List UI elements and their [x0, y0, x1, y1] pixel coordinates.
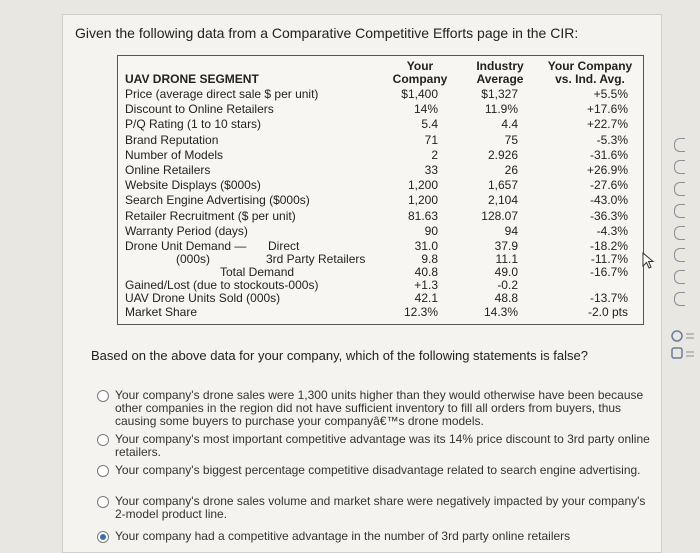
- table-cell: 31.0: [414, 239, 438, 253]
- row-label: Website Displays ($000s): [125, 178, 261, 192]
- answer-option-text: Your company's drone sales volume and market share were negatively impacted by your company's 2-model product line.: [115, 494, 646, 521]
- table-cell: -5.3%: [596, 133, 628, 147]
- demand-label: Drone Unit Demand —: [125, 239, 247, 253]
- table-cell: +1.3: [414, 278, 438, 292]
- row-label: Price (average direct sale $ per unit): [125, 87, 319, 101]
- table-cell: $1,327: [481, 87, 518, 101]
- col-header-your-company-2: Company: [392, 72, 448, 86]
- table-cell: 14%: [413, 102, 438, 116]
- radio-button[interactable]: [97, 434, 109, 446]
- row-label: Retailer Recruitment ($ per unit): [125, 209, 296, 223]
- table-cell: 75: [504, 133, 518, 147]
- col-header-vs-2: vs. Ind. Avg.: [555, 72, 625, 86]
- table-cell: 9.8: [421, 252, 438, 266]
- bracket-icon: [674, 270, 685, 284]
- table-cell: 1,657: [487, 178, 518, 192]
- table-cell: 12.3%: [403, 305, 438, 319]
- gained-lost-label: Gained/Lost (due to stockouts-000s): [125, 278, 319, 292]
- answer-option-text: Your company's biggest percentage competitive disadvantage related to search engine advertising.: [115, 463, 641, 477]
- competitive-efforts-table: [117, 55, 644, 325]
- table-cell: +5.5%: [593, 87, 628, 101]
- table-cell: 128.07: [481, 209, 518, 223]
- bracket-icon: [674, 204, 685, 218]
- bracket-icon: [674, 226, 685, 240]
- total-demand-label: Total Demand: [220, 265, 295, 279]
- table-cell: -36.3%: [589, 209, 628, 223]
- table-cell: 81.63: [407, 209, 438, 223]
- table-cell: 5.4: [421, 117, 438, 131]
- bracket-icon: [674, 292, 685, 306]
- bracket-icon: [674, 138, 685, 152]
- table-cell: 90: [424, 224, 438, 238]
- table-cell: 37.9: [494, 239, 518, 253]
- table-cell: 48.8: [494, 291, 518, 305]
- table-cell: -16.7%: [589, 265, 628, 279]
- question-page: [62, 14, 662, 553]
- table-cell: -31.6%: [589, 148, 628, 162]
- table-cell: +17.6%: [586, 102, 628, 116]
- table-cell: 94: [504, 224, 518, 238]
- table-cell: 49.0: [494, 265, 518, 279]
- demand-units-label: (000s): [176, 252, 211, 266]
- side-toolbar: [662, 120, 700, 360]
- table-cell: 33: [424, 163, 438, 177]
- table-cell: -13.7%: [589, 291, 628, 305]
- row-label: P/Q Rating (1 to 10 stars): [125, 117, 262, 131]
- table-cell: 1,200: [407, 178, 438, 192]
- table-cell: +22.7%: [586, 117, 628, 131]
- table-cell: 4.4: [501, 117, 518, 131]
- table-cell: -18.2%: [589, 239, 628, 253]
- direct-label: Direct: [268, 239, 300, 253]
- col-header-industry-2: Average: [476, 72, 524, 86]
- intro-text: Given the following data from a Comparative Competitive Efforts page in the CIR:: [75, 25, 579, 41]
- check-circle-icon: [672, 331, 682, 341]
- answer-option-text: Your company's most important competitive advantage was its 14% price discount to 3rd party online retailers.: [115, 432, 650, 459]
- col-header-vs-1: Your Company: [547, 59, 633, 73]
- third-party-label: 3rd Party Retailers: [266, 252, 366, 266]
- table-cell: -2.0 pts: [587, 305, 628, 319]
- row-label: Brand Reputation: [125, 133, 219, 147]
- table-cell: 1,200: [407, 193, 438, 207]
- radio-button[interactable]: [97, 465, 109, 477]
- table-cell: 2.926: [487, 148, 518, 162]
- radio-button[interactable]: [97, 496, 109, 508]
- market-share-label: Market Share: [125, 305, 198, 319]
- table-cell: 2,104: [487, 193, 518, 207]
- table-cell: 14.3%: [483, 305, 518, 319]
- row-label: Number of Models: [125, 148, 224, 162]
- bracket-icon: [674, 160, 685, 174]
- square-icon: [672, 348, 682, 358]
- side-icons-bottom: [670, 328, 698, 364]
- table-cell: 40.8: [414, 265, 438, 279]
- table-cell: $1,400: [401, 87, 438, 101]
- row-label: Online Retailers: [125, 163, 211, 177]
- row-label: Warranty Period (days): [125, 224, 248, 238]
- table-cell: 42.1: [414, 291, 438, 305]
- radio-button[interactable]: [97, 531, 109, 543]
- table-cell: -4.3%: [596, 224, 628, 238]
- units-sold-label: UAV Drone Units Sold (000s): [125, 291, 281, 305]
- bracket-icon: [674, 182, 685, 196]
- table-cell: -43.0%: [589, 193, 628, 207]
- col-header-your-company-1: Your: [406, 59, 434, 73]
- table-cell: -11.7%: [590, 252, 628, 266]
- segment-label: UAV DRONE SEGMENT: [125, 72, 259, 86]
- row-label: Search Engine Advertising ($000s): [125, 193, 310, 207]
- table-cell: +26.9%: [586, 163, 628, 177]
- table-cell: 11.9%: [484, 102, 518, 116]
- table-cell: 2: [431, 148, 438, 162]
- radio-button[interactable]: [97, 390, 109, 402]
- table-cell: -0.2: [497, 278, 518, 292]
- bracket-icon: [674, 248, 685, 262]
- col-header-industry-1: Industry: [476, 59, 524, 73]
- row-label: Discount to Online Retailers: [125, 102, 274, 116]
- question-text: Based on the above data for your company, which of the following statements is false?: [91, 348, 588, 363]
- table-cell: 26: [504, 163, 518, 177]
- answer-option-text: Your company had a competitive advantage in the number of 3rd party online retailers: [115, 529, 571, 543]
- answer-option-text: Your company's drone sales were 1,300 units higher than they would otherwise have been because other companies in the region did not have sufficient inventory to fill all orders from buyers, thus causing some buyers to purchase your companyâ€™s drone models.: [115, 388, 644, 428]
- mouse-pointer-icon: [642, 252, 656, 270]
- table-cell: -27.6%: [589, 178, 628, 192]
- table-cell: 71: [424, 133, 438, 147]
- table-cell: 11.1: [495, 252, 518, 266]
